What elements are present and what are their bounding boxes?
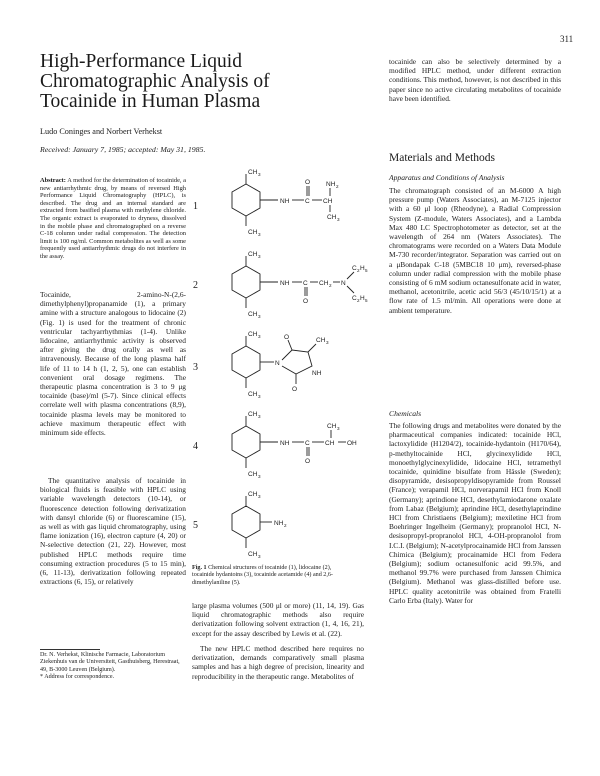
svg-text:CH: CH	[327, 214, 337, 221]
svg-text:3: 3	[258, 172, 261, 177]
svg-text:NH: NH	[326, 181, 336, 188]
subheading-apparatus: Apparatus and Conditions of Analysis	[389, 173, 505, 182]
structure-dimethylaniline	[212, 490, 372, 560]
svg-text:2: 2	[329, 283, 332, 288]
svg-text:O: O	[305, 458, 311, 465]
structure-hydantoin	[212, 330, 372, 402]
apparatus-paragraph: The chromatograph consisted of an M-6000 A high pressure pump (Waters Associates), an M-7125 injector with a 60 μl loop (Rheodyne), a Radial Compression System (Z-module, Waters Associates), and a Lambda Max 480 LC Spectrophotometer as detector, set at the wavelength of 264 nm (Waters Associates). The chromatograms were recorded on a Waters Data Module M-730 recorder/integrator. Separation was carried out on a μBondapak C-18 (5MBC18 10 μm), reversed-phase column under radial compression with the mobile phase consisting of 6 mM sodium octanesulfonate acid in water, methanol, acetonitrile, acetic acid 56/3 (45/10/15/1) at a flow rate of 1.5 ml/min. All operations were done at ambient temperature.	[389, 186, 561, 315]
abstract-label: Abstract:	[40, 177, 66, 184]
svg-text:H: H	[360, 265, 365, 272]
footnote-divider	[40, 649, 100, 650]
svg-text:5: 5	[365, 268, 368, 273]
svg-text:CH: CH	[327, 423, 337, 430]
svg-text:3: 3	[258, 474, 261, 479]
svg-text:2: 2	[357, 268, 360, 273]
svg-text:NH: NH	[274, 520, 284, 527]
compound-number: 4	[193, 441, 198, 452]
svg-text:CH: CH	[248, 169, 258, 176]
svg-text:3: 3	[258, 334, 261, 339]
svg-text:3: 3	[337, 426, 340, 431]
svg-text:NH: NH	[280, 280, 290, 287]
svg-text:NH: NH	[280, 198, 290, 205]
title-line: Tocainide in Human Plasma	[40, 91, 261, 112]
svg-text:CH: CH	[323, 198, 333, 205]
right-top-paragraph: tocainide can also be selectively determined by a modified HPLC method, under different extraction conditions. This method, however, is not described in this paper since no active circulating metabolites of tocainide have been identified.	[389, 57, 561, 103]
svg-text:C: C	[352, 295, 357, 302]
svg-text:CH: CH	[248, 391, 258, 398]
received-dates: Received: January 7, 1985; accepted: May 31, 1985.	[40, 145, 206, 154]
svg-text:3: 3	[258, 254, 261, 259]
svg-text:3: 3	[258, 554, 261, 559]
svg-text:3: 3	[258, 314, 261, 319]
footnote-address: Dr. N. Verhekst, Klinische Farmacie, Laboratorium Ziekenhuis van de Universiteit, Gasthuisberg, Herestraat, 49, B-3000 Leuven (Belgium).	[40, 652, 180, 673]
figure-caption-text: Chemical structures of tocainide (1), lidocaine (2), tocainide hydantoins (3), tocainide acetamide (4) and 2,6-dimethylaniline (5).	[192, 565, 333, 586]
svg-text:3: 3	[258, 494, 261, 499]
abstract	[40, 177, 186, 261]
svg-text:3: 3	[258, 414, 261, 419]
svg-text:O: O	[292, 386, 298, 393]
svg-text:CH: CH	[325, 440, 335, 447]
svg-text:CH: CH	[248, 471, 258, 478]
section-heading: Materials and Methods	[389, 152, 496, 164]
structure-lidocaine	[212, 250, 372, 320]
svg-text:CH: CH	[248, 411, 258, 418]
svg-text:CH: CH	[248, 331, 258, 338]
svg-text:CH: CH	[248, 311, 258, 318]
svg-text:3: 3	[258, 232, 261, 237]
mid-paragraph-1: large plasma volumes (500 μl or more) (11, 14, 19). Gas liquid chromatographic methods also require derivatization following solvent extraction (1, 4, 16, 21), except for the assay described by Lewis et al. (22).	[192, 601, 364, 638]
structure-tocainide	[212, 168, 372, 238]
compound-number: 1	[193, 201, 198, 212]
svg-text:2: 2	[284, 523, 287, 528]
svg-text:NH: NH	[312, 370, 322, 377]
abstract-text: A method for the determination of tocainide, a new antiarrhythmic drug, by means of reversed High Performance Liquid Chromatography (HPLC), is described. The drug and an internal standard are extracted from basified plasma with methylene chloride. The organic extract is evaporated to dryness, dissolved in the mobile phase and chromatographed on a reverse C-18 column under radial compression. The detection limit is 100 ng/ml. Common metabolites as well as some frequently used antiarrhythmic drugs do not interfere in the assay.	[40, 177, 186, 260]
svg-text:C: C	[352, 265, 357, 272]
structure-acetamide	[212, 410, 372, 482]
paper-title	[40, 52, 340, 112]
figure-caption-label: Fig. 1	[192, 565, 207, 571]
svg-text:CH: CH	[248, 229, 258, 236]
intro-paragraph-1: Tocainide, 2-amino-N-(2,6-dimethylphenyl)propanamide (1), a primary amine with a structure analogous to lidocaine (2) (Fig. 1) is used for the treatment of chronic ventricular tachyarrhythmias (1-4). Unlike lidocaine, antiarrhythmic activity is observed after giving the drug orally as well as intravenously. Because of the long plasma half life of 11 to 14 h (1, 2, 5), one can establish convenient oral dosage regimens. The therapeutic plasma concentration is 3 to 9 μg tocainide (base)/ml (5-7). Since clinical effects correlate well with plasma concentrations (8,9), tocainide plasma levels may be monitored to achieve maximum therapeutic effect with minimum side effects.	[40, 290, 186, 438]
svg-text:N: N	[275, 360, 280, 367]
svg-text:CH: CH	[248, 251, 258, 258]
authors: Ludo Coninges and Norbert Verhekst	[40, 127, 163, 136]
footnote-correspondence: * Address for correspondence.	[40, 674, 115, 681]
figure-caption	[192, 565, 352, 587]
svg-text:C: C	[303, 280, 308, 287]
svg-text:2: 2	[357, 298, 360, 303]
svg-text:NH: NH	[280, 440, 290, 447]
svg-text:CH: CH	[319, 280, 329, 287]
svg-text:5: 5	[365, 298, 368, 303]
svg-text:CH: CH	[248, 491, 258, 498]
svg-text:O: O	[284, 334, 290, 341]
svg-text:3: 3	[258, 394, 261, 399]
footnote	[40, 652, 186, 682]
svg-text:N: N	[341, 280, 346, 287]
svg-text:C: C	[305, 440, 310, 447]
svg-text:H: H	[360, 295, 365, 302]
compound-number: 3	[193, 362, 198, 373]
title-line: High-Performance Liquid	[40, 51, 242, 72]
compound-number: 5	[193, 520, 198, 531]
svg-text:3: 3	[337, 217, 340, 222]
subheading-chemicals: Chemicals	[389, 409, 422, 418]
svg-text:OH: OH	[347, 440, 357, 447]
svg-text:O: O	[305, 179, 311, 186]
page-number: 311	[560, 34, 574, 44]
svg-text:2: 2	[336, 184, 339, 189]
chemicals-paragraph: The following drugs and metabolites were donated by the pharmaceutical companies indicated: tocainide HCl, lactoxylidide (H1204/2), tocainide-hydantoin (H170/64), p-methyltocainide HCl, glycinexylidide HCl, monoethylglycinexylidide, lidocaine HCl, tetramethyl tocainide, quinidine bisulfate from Hässle (Sweden); disopyramide, desisopropyldisopyramide from Roussel (France); verapamil HCl, norverapamil HCl from Knoll (Germany); aprindione HCl, desethylamiodarone oxalate from Labaz (Belgium); aprindine HCl, desethylaprindine HCl from Christiaens (Belgium); mexiletine HCl from Boehringer Ingelheim (Germany); propranolol HCl, N-desisopropyl-propranolol HCl, 4-OH-propranolol from I.C.I. (Belgium); N-acetylprocainamide HCl from Janssen Chimica (Belgium); procainamide HCl from Federa (Belgium); sodium octanesulfonic acid 99.5%, and methanol 99.7% were purchased from Janssen Chimica (Belgium). Methanol was glass-distilled before use. HPLC quality acetonitrile was obtained from Fratelli Carlo Erba (Italy). Water for	[389, 421, 561, 605]
compound-number: 2	[193, 280, 198, 291]
svg-text:CH: CH	[316, 337, 326, 344]
title-line: Chromatographic Analysis of	[40, 71, 270, 92]
mid-paragraph-2: The new HPLC method described here requires no derivatization, demands comparatively small plasma samples and has a high degree of precision, linearity and reproducibility in the therapeutic range. Metabolites of	[192, 644, 364, 681]
intro-paragraph-2: The quantitative analysis of tocainide in biological fluids is feasible with HPLC using variable wavelength detectors (10-14), or fluorescence detection following derivatization with dansyl chloride (6) or fluorescamine (15), as well as with gas liquid chromatography, using flame ionization (16), electron capture (4, 20) or N-selective detection (21, 22). However, most published HPLC methods require time consuming extraction procedures (5 to 15 min), (6, 11-13), derivatization following repeated extractions (6, 15), or relatively	[40, 476, 186, 587]
svg-text:CH: CH	[248, 551, 258, 558]
svg-text:C: C	[305, 198, 310, 205]
svg-text:3: 3	[326, 340, 329, 345]
svg-text:O: O	[303, 298, 309, 305]
